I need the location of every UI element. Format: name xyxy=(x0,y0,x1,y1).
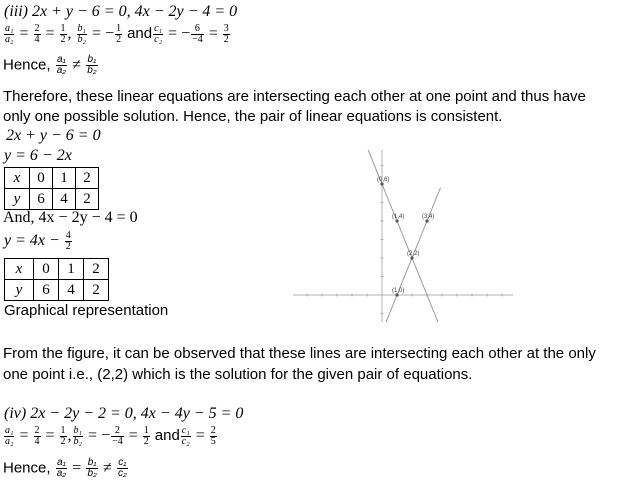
p4-ratio-c-symbol: $\frac{\text{c₁}}{\text{c₂}}$ xyxy=(181,425,190,447)
p4-ratio-b-simplified: $\frac{1}{2}$ xyxy=(143,425,149,447)
explanation-line-2: only one possible solution. Hence, the pair of linear equations is consistent. xyxy=(3,108,503,125)
table-cell: 2 xyxy=(84,280,109,301)
part4-heading: (iv) 2x − 2y − 2 = 0, 4x − 4y − 5 = 0 xyxy=(4,405,244,422)
table-row xyxy=(5,189,99,210)
value-table-2 xyxy=(4,258,109,301)
graph-lines xyxy=(325,150,456,322)
ratio-a-value: $\frac{2}{4}$ xyxy=(34,23,40,45)
p4-ratio-a-simplified: $\frac{1}{2}$ xyxy=(60,425,66,447)
explanation-line-1: Therefore, these linear equations are intersecting each other at one point and thus have xyxy=(3,88,586,105)
solution-graph xyxy=(293,150,513,322)
ratio-b-symbol: $\frac{\text{b₁}}{\text{b₂}}$ xyxy=(77,23,87,45)
ratio-b-value: $\frac{1}{2}$ xyxy=(116,23,122,45)
table-cell: 4 xyxy=(53,189,76,210)
ratio-a-simplified: $\frac{1}{2}$ xyxy=(60,23,66,45)
hence-a-ratio: $\frac{\text{a₁}}{\text{a₂}}$ xyxy=(56,54,67,76)
equation-2-fraction: $\frac{4}{2}$ xyxy=(65,230,71,252)
graph-point-label: (1,4) xyxy=(392,214,405,220)
table-cell: 1 xyxy=(53,168,76,189)
conclusion-line-1: From the figure, it can be observed that these lines are intersecting each other at the only xyxy=(3,345,596,362)
table-row xyxy=(5,168,99,189)
graph-point-label: (0,6) xyxy=(377,177,390,183)
table-row xyxy=(5,280,109,301)
graph-point-label: (2,2) xyxy=(407,251,420,257)
table-cell: x xyxy=(5,168,30,189)
table-cell: 0 xyxy=(34,259,59,280)
equation-1: 2x + y − 6 = 0 xyxy=(6,127,101,144)
table-row xyxy=(5,259,109,280)
line-2x-plus-y-eq-6 xyxy=(325,150,456,322)
part4-ratios: $\frac{\text{a₁}}{\text{a₂}}$ = $\frac{2}{4}$ = $\frac{1}{2}$ , $\frac{\text{b₁}}{\text{b₂}}$ = − $\frac{2}{-4}$ = $\frac{1}{2}$ and $\frac{\text{c₁}}{\text{c₂}}$ = $\frac{2}{5}$ xyxy=(5,425,216,447)
equation-2: And, 4x − 2y − 4 = 0 xyxy=(3,209,138,226)
graph-points xyxy=(377,177,434,297)
equation-2-solved: y = 4x − $\frac{4}{2}$ xyxy=(4,230,71,252)
hence-b-ratio: $\frac{\text{b₁}}{\text{b₂}}$ xyxy=(87,54,97,76)
p4-ratio-c-value: $\frac{2}{5}$ xyxy=(210,425,216,447)
part3-hence: Hence, $\frac{\text{a₁}}{\text{a₂}}$ ≠ $\frac{\text{b₁}}{\text{b₂}}$ xyxy=(3,54,97,76)
p4-hence-c: $\frac{\text{c₁}}{\text{c₂}}$ xyxy=(117,457,127,479)
table-cell: 6 xyxy=(30,189,53,210)
p4-ratio-b-value: $\frac{2}{-4}$ xyxy=(112,425,123,447)
part3-heading: (iii) 2x + y − 6 = 0, 4x − 2y − 4 = 0 xyxy=(4,3,238,20)
ratio-c-simplified: $\frac{3}{2}$ xyxy=(223,23,229,45)
table-cell: 0 xyxy=(30,168,53,189)
table-cell: 2 xyxy=(84,259,109,280)
table-cell: 4 xyxy=(59,280,84,301)
p4-hence-a: $\frac{\text{a₁}}{\text{a₂}}$ xyxy=(56,457,67,479)
equation-1-solved: y = 6 − 2x xyxy=(4,147,72,164)
ratio-c-value: $\frac{6}{-4}$ xyxy=(192,23,203,45)
p4-ratio-a-value: $\frac{2}{4}$ xyxy=(34,425,40,447)
graph-caption: Graphical representation xyxy=(4,302,169,319)
table-cell: y xyxy=(5,280,34,301)
table-cell: 1 xyxy=(59,259,84,280)
p4-hence-b: $\frac{\text{b₁}}{\text{b₂}}$ xyxy=(87,457,97,479)
conclusion-line-2: one point i.e., (2,2) which is the solution for the given pair of equations. xyxy=(3,366,473,383)
table-cell: x xyxy=(5,259,34,280)
graph-point-label: (1,0) xyxy=(392,288,405,294)
table-cell: y xyxy=(5,189,30,210)
p4-ratio-b-symbol: $\frac{\text{b₁}}{\text{b₂}}$ xyxy=(73,425,83,447)
table-cell: 2 xyxy=(76,189,99,210)
p4-ratio-a-symbol: $\frac{\text{a₁}}{\text{a₂}}$ xyxy=(5,425,14,447)
part3-ratios: $\frac{\text{a₁}}{\text{a₂}}$ = $\frac{2}{4}$ = $\frac{1}{2}$ , $\frac{\text{b₁}}{\text{b₂}}$ = − $\frac{1}{2}$ and $\frac{\text{c₁}}{\text{c₂}}$ = − $\frac{6}{-4}$ = $\frac{3}{2}$ xyxy=(5,23,229,45)
table-cell: 2 xyxy=(76,168,99,189)
part4-hence: Hence, $\frac{\text{a₁}}{\text{a₂}}$ = $\frac{\text{b₁}}{\text{b₂}}$ ≠ $\frac{\text{c₁}}{\text{c₂}}$ xyxy=(3,457,127,479)
ratio-c-symbol: $\frac{\text{c₁}}{\text{c₂}}$ xyxy=(154,23,163,45)
value-table-1 xyxy=(4,167,99,210)
ratio-a-symbol: $\frac{\text{a₁}}{\text{a₂}}$ xyxy=(5,23,14,45)
table-cell: 6 xyxy=(34,280,59,301)
graph-point-label: (3,4) xyxy=(422,214,435,220)
